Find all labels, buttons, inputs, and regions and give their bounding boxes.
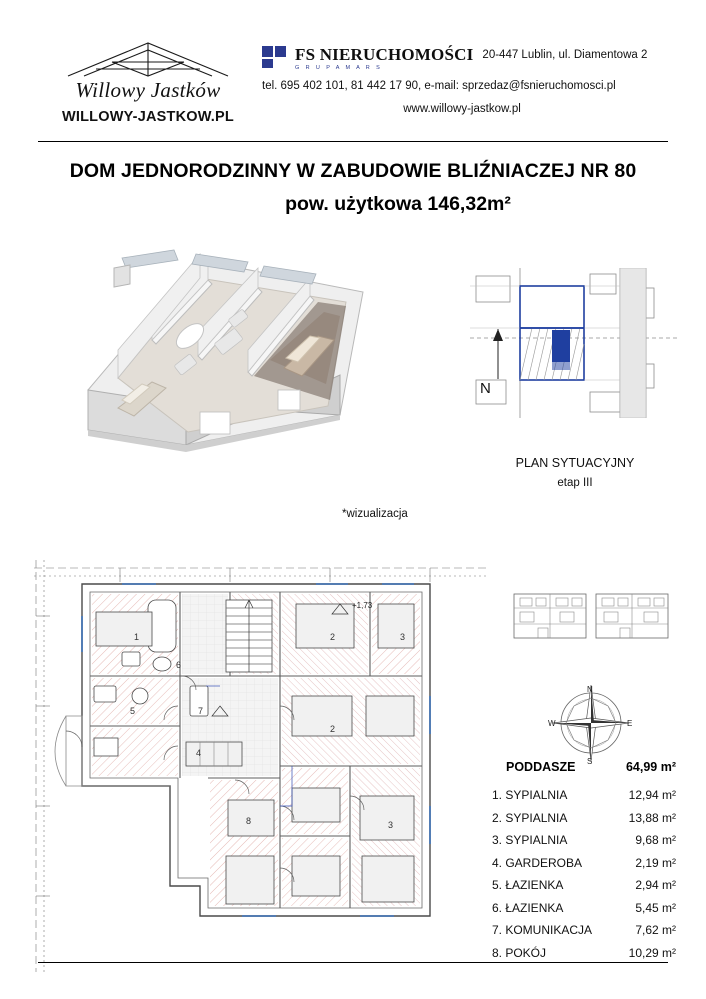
svg-text:1: 1: [134, 632, 140, 642]
svg-text:N: N: [587, 685, 593, 694]
title-line-2: pow. użytkowa 146,32m²: [285, 193, 511, 215]
house-roof-icon: [60, 40, 236, 80]
site-plan-label: PLAN SYTUACYJNY: [515, 456, 635, 470]
area-row-name: 6. ŁAZIENKA: [492, 900, 564, 915]
developer-logo-name: Willowy Jastków: [75, 78, 221, 102]
table-row: [490, 811, 680, 825]
title-line-1: DOM JEDNORODZINNY W ZABUDOWIE BLIŹNIACZEJ NR 80: [69, 160, 637, 182]
area-row-value: 5,45 m²: [635, 900, 676, 915]
table-row: [490, 946, 680, 960]
header-divider: [38, 141, 668, 142]
agency-subtitle: G R U P A M A R S: [295, 65, 383, 71]
area-row-name: 8. POKÓJ: [492, 945, 547, 960]
area-row-value: 2,19 m²: [635, 855, 676, 870]
area-schedule-header: [490, 760, 680, 774]
compass-rose-icon: [548, 680, 634, 766]
footer-divider: [38, 962, 668, 963]
area-row-name: 3. SYPIALNIA: [492, 833, 568, 847]
svg-text:2: 2: [330, 724, 336, 734]
page-title: [0, 160, 706, 216]
north-arrow-icon: [476, 325, 516, 395]
svg-text:6: 6: [176, 660, 182, 670]
agency-website: www.willowy-jastkow.pl: [403, 103, 521, 115]
area-schedule-header-value: 64,99 m²: [625, 760, 676, 774]
area-row-value: 7,62 m²: [635, 923, 676, 937]
area-row-name: 4. GARDEROBA: [492, 855, 583, 870]
svg-text:3: 3: [388, 820, 394, 830]
svg-text:E: E: [627, 719, 633, 728]
area-row-name: 1. SYPIALNIA: [492, 788, 568, 802]
table-row: [490, 833, 680, 847]
page-header: [0, 30, 706, 140]
visualization-render: [78, 240, 378, 470]
developer-logo-url: WILLOWY-JASTKOW.PL: [62, 109, 234, 125]
svg-text:7: 7: [198, 706, 204, 716]
agency-name: FS NIERUCHOMOŚCI: [295, 45, 474, 64]
svg-text:4: 4: [196, 748, 202, 758]
svg-text:2: 2: [330, 632, 336, 642]
developer-logo: [38, 40, 258, 125]
table-row: [490, 901, 680, 915]
table-row: [490, 856, 680, 870]
visualization-caption: *wizualizacja: [342, 508, 408, 520]
area-schedule: [490, 760, 680, 968]
svg-text:+1,73: +1,73: [352, 601, 373, 610]
agency-block: [262, 46, 692, 115]
area-row-value: 2,94 m²: [635, 878, 676, 892]
area-row-value: 13,88 m²: [628, 810, 676, 825]
area-row-value: 9,68 m²: [635, 833, 676, 847]
svg-text:N: N: [480, 380, 491, 397]
area-row-value: 12,94 m²: [628, 788, 676, 802]
table-row: [490, 878, 680, 892]
area-schedule-header-label: PODDASZE: [506, 760, 576, 774]
table-row: [490, 923, 680, 937]
area-row-name: 2. SYPIALNIA: [492, 810, 568, 825]
fs-square-logo-icon: [262, 46, 288, 68]
svg-text:3: 3: [400, 632, 406, 642]
area-schedule-rows: [490, 788, 680, 960]
area-row-name: 7. KOMUNIKACJA: [492, 923, 593, 937]
svg-text:W: W: [548, 719, 556, 728]
agency-contact: tel. 695 402 101, 81 442 17 90, e-mail: sprzedaz@fsnieruchomosci.pl: [262, 80, 616, 92]
area-row-value: 10,29 m²: [628, 945, 676, 960]
svg-text:8: 8: [246, 816, 252, 826]
agency-address: 20-447 Lublin, ul. Diamentowa 2: [482, 49, 648, 61]
floor-plan-drawing: [30, 556, 490, 976]
table-row: [490, 788, 680, 802]
svg-text:S: S: [587, 757, 593, 766]
svg-text:5: 5: [130, 706, 136, 716]
area-row-name: 5. ŁAZIENKA: [492, 878, 564, 892]
site-plan-stage: etap III: [557, 477, 593, 489]
twin-house-elevation-thumbnail: [512, 586, 672, 646]
